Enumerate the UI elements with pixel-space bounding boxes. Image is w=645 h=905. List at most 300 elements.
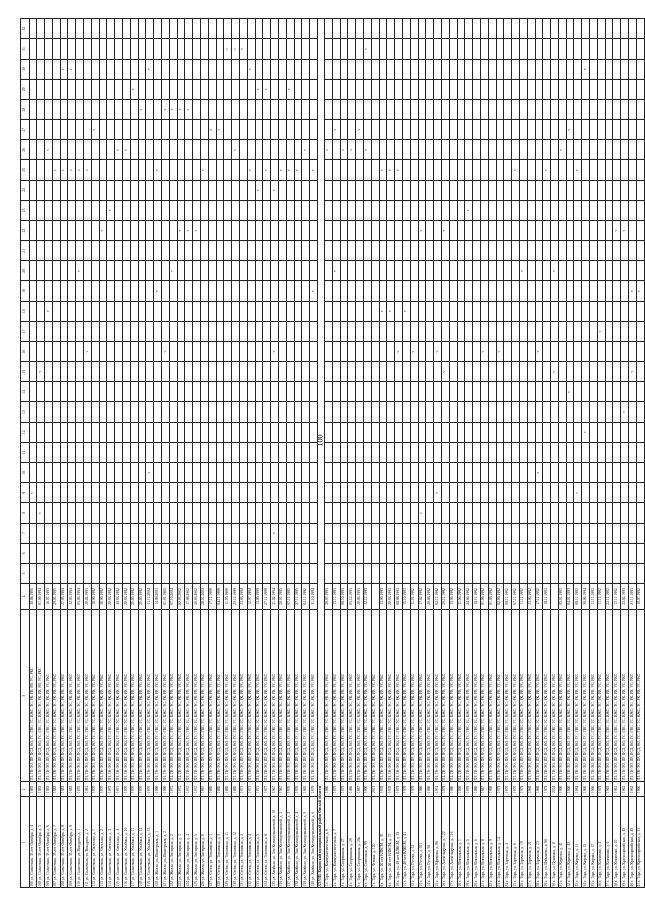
flag-cell [449, 99, 457, 119]
flag-cell [613, 422, 621, 442]
flag-cell [310, 301, 318, 321]
flag-cell [348, 261, 356, 281]
flag-cell [621, 362, 629, 382]
flag-cell [356, 341, 364, 361]
header-flag-col: 17 [21, 321, 30, 341]
flag-cell [621, 503, 629, 523]
header-flag-col: 28 [21, 99, 30, 119]
flag-cell [465, 382, 473, 402]
flag-cell [324, 503, 332, 523]
flag-cell [402, 543, 410, 563]
flag-cell [371, 79, 379, 99]
address-cell [263, 797, 271, 888]
table-row [177, 19, 185, 888]
flag-cell [45, 261, 53, 281]
flag-cell [193, 301, 201, 321]
flag-cell [590, 422, 598, 442]
flag-cell [324, 402, 332, 422]
flag-cell [363, 200, 371, 220]
flag-cell [473, 79, 481, 99]
flag-cell [621, 483, 629, 503]
flag-cell [527, 563, 535, 583]
flag-cell [240, 442, 248, 462]
flag-cell [558, 180, 566, 200]
flag-cell [201, 362, 209, 382]
year-cell: 1980 [154, 782, 162, 797]
flag-cell [543, 563, 551, 583]
flag-cell [558, 483, 566, 503]
table-section-a [29, 19, 317, 888]
flag-cell [379, 140, 387, 160]
address-cell [449, 797, 457, 888]
flag-cell [434, 180, 442, 200]
flag-cell [310, 180, 318, 200]
flag-cell [504, 281, 512, 301]
flag-cell [271, 200, 279, 220]
flag-cell [449, 422, 457, 442]
flag-cell [527, 301, 535, 321]
flag-cell [535, 200, 543, 220]
flag-cell [480, 79, 488, 99]
flag-cell: v [441, 362, 449, 382]
flag-cell [449, 483, 457, 503]
flag-cell [286, 402, 294, 422]
flag-cell [527, 422, 535, 442]
flag-cell [457, 241, 465, 261]
flag-cell [636, 402, 644, 422]
address-text: г. Тара, ул. Кирова, д. 17 [590, 843, 595, 882]
flag-cell [84, 543, 92, 563]
flag-cell [613, 180, 621, 200]
address-cell [146, 797, 154, 888]
flag-cell [402, 382, 410, 402]
flag-cell [512, 503, 520, 523]
flag-cell [130, 200, 138, 220]
year-cell: 1980 [216, 782, 224, 797]
flag-cell [410, 59, 418, 79]
flag-cell [340, 160, 348, 180]
date-cell: 04.01.1993 [566, 584, 574, 610]
flag-cell [193, 99, 201, 119]
year-cell: 1979 [441, 782, 449, 797]
flag-cell [216, 241, 224, 261]
flag-cell [185, 483, 193, 503]
flag-cell [402, 281, 410, 301]
date-cell: 08.08.1993 [395, 584, 403, 610]
flag-cell [636, 39, 644, 59]
flag-cell [169, 180, 177, 200]
flag-cell [29, 39, 37, 59]
flag-cell [605, 523, 613, 543]
address-cell [286, 797, 294, 888]
flag-cell [441, 59, 449, 79]
flag-cell [340, 543, 348, 563]
flag-cell [629, 261, 637, 281]
works-list-cell: ТП, ТК-ЭО, ПР, ПСД, ВО, ГС, ГВС, ТС, КЖС, ЭС, РК, РВ, УС, РКС [107, 609, 115, 781]
flag-cell [68, 79, 76, 99]
flag-cell [488, 543, 496, 563]
flag-cell [597, 220, 605, 240]
flag-cell [185, 200, 193, 220]
address-cell [504, 797, 512, 888]
date-cell: 25.05.1992 [138, 584, 146, 610]
flag-cell [332, 543, 340, 563]
flag-cell [224, 422, 232, 442]
row-number: 23 [496, 882, 501, 887]
flag-cell [169, 503, 177, 523]
flag-cell [324, 523, 332, 543]
flag-cell [60, 341, 68, 361]
flag-cell [543, 503, 551, 523]
flag-cell [232, 442, 240, 462]
flag-cell [294, 19, 302, 39]
flag-cell: v [37, 503, 45, 523]
flag-cell: v [402, 301, 410, 321]
flag-cell [371, 301, 379, 321]
flag-cell [473, 220, 481, 240]
flag-cell [465, 422, 473, 442]
flag-cell [558, 503, 566, 523]
flag-cell [629, 59, 637, 79]
flag-cell: v [185, 220, 193, 240]
flag-cell [201, 120, 209, 140]
table-row [457, 19, 465, 888]
flag-cell [240, 160, 248, 180]
flag-cell [402, 563, 410, 583]
flag-cell [68, 563, 76, 583]
address-text: ул. Солнечная, ул. Светлана, д. 2 [100, 829, 105, 881]
flag-cell [37, 39, 45, 59]
flag-cell [52, 442, 60, 462]
flag-cell [402, 321, 410, 341]
flag-cell [224, 543, 232, 563]
flag-cell [348, 301, 356, 321]
address-text: г. Тара, ул. Гусева, д. 56 [426, 844, 431, 882]
flag-cell [138, 402, 146, 422]
flag-cell [263, 180, 271, 200]
flag-cell [590, 382, 598, 402]
flag-cell [395, 120, 403, 140]
flag-cell [185, 160, 193, 180]
flag-cell [543, 463, 551, 483]
row-number: 41 [637, 882, 642, 887]
flag-cell [177, 39, 185, 59]
flag-cell [99, 261, 107, 281]
flag-cell [504, 180, 512, 200]
works-list-cell: ТП, ТК-ЭО, ПР, ПСД, ВО, ГС, ГВС, ТС, КЖС, ЭС, РК, РВ, УС, РКС [45, 609, 53, 781]
flag-cell [60, 442, 68, 462]
flag-cell [52, 321, 60, 341]
flag-cell [590, 341, 598, 361]
works-list-cell: ТП, ТК-ЭО, ПР, ПСД, ВО, ГС, ГВС, ТС, КЖС, ЭС, РК, РВ, УС, РКС [286, 609, 294, 781]
works-list-cell: ТП, ТК-ЭО, ПР, ПСД, ВО, ГС, ГВС, ТС, КЖС, ЭС, РК, РВ, УС, РКС [597, 609, 605, 781]
flag-cell [302, 200, 310, 220]
flag-cell [379, 341, 387, 361]
flag-cell [590, 281, 598, 301]
flag-cell [91, 281, 99, 301]
flag-cell [224, 382, 232, 402]
flag-cell [310, 99, 318, 119]
flag-cell [434, 382, 442, 402]
flag-cell [247, 79, 255, 99]
address-cell [480, 797, 488, 888]
flag-cell [457, 281, 465, 301]
year-cell: 1990 [457, 782, 465, 797]
flag-cell [636, 19, 644, 39]
flag-cell [302, 402, 310, 422]
flag-cell [37, 99, 45, 119]
flag-cell [130, 281, 138, 301]
flag-cell [558, 261, 566, 281]
flag-cell [91, 402, 99, 422]
flag-cell [224, 321, 232, 341]
flag-cell [426, 99, 434, 119]
flag-cell [201, 503, 209, 523]
flag-cell: v [271, 180, 279, 200]
flag-cell [441, 382, 449, 402]
flag-cell [402, 241, 410, 261]
year-cell: 1961 [613, 782, 621, 797]
flag-cell [418, 402, 426, 422]
flag-cell [324, 241, 332, 261]
table-row [310, 19, 318, 888]
flag-cell [240, 483, 248, 503]
flag-cell [356, 19, 364, 39]
flag-cell [107, 261, 115, 281]
flag-cell [302, 503, 310, 523]
flag-cell [99, 402, 107, 422]
flag-cell [418, 382, 426, 402]
flag-cell [60, 321, 68, 341]
year-cell: 1979 [410, 782, 418, 797]
flag-cell: v [286, 79, 294, 99]
table-row [504, 19, 512, 888]
flag-cell [130, 261, 138, 281]
flag-cell [324, 483, 332, 503]
flag-cell [324, 321, 332, 341]
flag-cell [457, 563, 465, 583]
flag-cell [154, 422, 162, 442]
flag-cell [76, 382, 84, 402]
flag-cell [154, 382, 162, 402]
year-cell: 1971 [247, 782, 255, 797]
flag-cell: v [395, 341, 403, 361]
flag-cell [480, 120, 488, 140]
section-title: XXVIII. Кировский муниципальный район Омской области [317, 19, 324, 888]
flag-cell [115, 261, 123, 281]
table-row [371, 19, 379, 888]
flag-cell [193, 39, 201, 59]
flag-cell [263, 120, 271, 140]
flag-cell [68, 19, 76, 39]
flag-cell [441, 563, 449, 583]
flag-cell: v [247, 160, 255, 180]
flag-cell [123, 99, 131, 119]
flag-cell [496, 281, 504, 301]
flag-cell: v [395, 160, 403, 180]
row-number: 1 [325, 884, 330, 887]
flag-cell [636, 200, 644, 220]
flag-cell [52, 563, 60, 583]
year-cell: 1967 [271, 782, 279, 797]
year-cell: 1986 [418, 782, 426, 797]
flag-cell [356, 241, 364, 261]
flag-cell [232, 120, 240, 140]
flag-cell [465, 59, 473, 79]
flag-cell [115, 59, 123, 79]
flag-cell [45, 39, 53, 59]
flag-cell [84, 422, 92, 442]
address-text: г. Тара, ул. Клименко, д. 4 [598, 841, 603, 882]
flag-cell [130, 382, 138, 402]
flag-cell [294, 442, 302, 462]
flag-cell [613, 99, 621, 119]
address-text: ул. Хвойная, ул. Зои Космодемьянской, д. 3 [287, 811, 292, 881]
flag-cell [130, 483, 138, 503]
flag-cell [613, 321, 621, 341]
flag-cell [123, 442, 131, 462]
flag-cell [138, 483, 146, 503]
works-list-cell: ТП, ТК-ЭО, ПР, ПСД, ВО, ГС, ГВС, ТС, КЖС, ЭС, РК, РВ, УС, РКС [52, 609, 60, 781]
column-number-row [21, 19, 30, 888]
flag-cell [91, 321, 99, 341]
year-cell: 1979 [395, 782, 403, 797]
flag-cell [99, 422, 107, 442]
flag-cell: v [208, 120, 216, 140]
table-row [123, 19, 131, 888]
flag-cell [216, 463, 224, 483]
flag-cell [363, 79, 371, 99]
table-row [363, 19, 371, 888]
flag-cell: v [332, 261, 340, 281]
flag-cell [480, 281, 488, 301]
flag-cell [426, 160, 434, 180]
flag-cell: v [636, 281, 644, 301]
works-list-cell: ТП, ТК-ЭО, ПР, ПСД, ВО, ГС, ГВС, ТС, КЖС, ЭС, РК, РВ, УС, РКС [558, 609, 566, 781]
flag-cell [480, 563, 488, 583]
works-list-cell: ТП, ТК-ЭО, ПР, ПСД, ВО, ГС, ГВС, ТС, КЖС, ЭС, РК, РВ, УС, РКС [574, 609, 582, 781]
flag-cell [418, 281, 426, 301]
date-cell: 07.11.1995 [286, 584, 294, 610]
flag-cell [310, 19, 318, 39]
flag-cell [232, 543, 240, 563]
flag-cell [597, 120, 605, 140]
year-cell: 2014 [551, 782, 559, 797]
address-cell [201, 797, 209, 888]
flag-cell [543, 200, 551, 220]
flag-cell [99, 463, 107, 483]
address-text: ул. Жилая, ул. Пионерская, д. 2 [162, 831, 167, 881]
flag-cell [363, 261, 371, 281]
flag-cell [302, 19, 310, 39]
flag-cell [527, 200, 535, 220]
flag-cell [208, 281, 216, 301]
date-cell: 17.02.1992 [418, 584, 426, 610]
flag-cell [410, 422, 418, 442]
header-flag-col: 11 [21, 442, 30, 462]
flag-cell [558, 79, 566, 99]
works-list-cell: ТП, ТК-ЭО, ПР, ПСД, ВО, ГС, ГВС, ТС, КЖС, ЭС, РК, РВ, УС, РКС [193, 609, 201, 781]
year-cell: 1975 [332, 782, 340, 797]
flag-cell [636, 483, 644, 503]
flag-cell [45, 99, 53, 119]
flag-cell [123, 261, 131, 281]
flag-cell [45, 523, 53, 543]
header-flag-col: 6 [21, 543, 30, 563]
row-number: 117 [131, 881, 136, 887]
flag-cell [208, 19, 216, 39]
flag-cell [519, 523, 527, 543]
flag-cell [504, 79, 512, 99]
flag-cell [177, 563, 185, 583]
flag-cell [169, 382, 177, 402]
flag-cell [294, 483, 302, 503]
date-cell: 05.01.1993 [558, 584, 566, 610]
flag-cell [480, 422, 488, 442]
flag-cell [107, 241, 115, 261]
flag-cell [418, 79, 426, 99]
address-cell [582, 797, 590, 888]
date-cell [551, 584, 559, 610]
flag-cell [146, 442, 154, 462]
flag-cell [247, 19, 255, 39]
table-row [543, 19, 551, 888]
flag-cell [310, 79, 318, 99]
flag-cell [535, 483, 543, 503]
flag-cell [177, 241, 185, 261]
flag-cell [263, 220, 271, 240]
address-text: ул. Хвойная, ул. Зои Космодемьянской, д. 6 [310, 811, 315, 881]
flag-cell [504, 220, 512, 240]
flag-cell [597, 442, 605, 462]
flag-cell [130, 39, 138, 59]
flag-cell [115, 120, 123, 140]
flag-cell [263, 39, 271, 59]
flag-cell [294, 402, 302, 422]
flag-cell [216, 402, 224, 422]
flag-cell [582, 503, 590, 523]
flag-cell [574, 543, 582, 563]
flag-cell [185, 563, 193, 583]
flag-cell [185, 281, 193, 301]
flag-cell [302, 341, 310, 361]
flag-cell [426, 321, 434, 341]
flag-cell [590, 99, 598, 119]
flag-cell: v [465, 200, 473, 220]
flag-cell [37, 301, 45, 321]
flag-cell [574, 341, 582, 361]
year-cell: 1962 [629, 782, 637, 797]
address-cell [597, 797, 605, 888]
address-text: ул. Жилая, ул. Заозерная, д. 5 [193, 834, 198, 881]
address-cell [340, 797, 348, 888]
address-cell [363, 797, 371, 888]
header-flag-col: 22 [21, 220, 30, 240]
flag-cell: v [363, 140, 371, 160]
flag-cell [123, 120, 131, 140]
flag-cell [107, 543, 115, 563]
flag-cell [279, 463, 287, 483]
works-list-cell: ТП, ТК-ЭО, ПР, ПСД, ВО, ГС, ГВС, ТС, КЖС, ЭС, РК, РВ, УС, РКС [441, 609, 449, 781]
flag-cell [441, 523, 449, 543]
works-list-cell: ТП, ТК-ЭО, ПР, ПСД, ВО, ГС, ГВС, ТС, КЖС, ЭС, РК, РВ, УС, РКС [68, 609, 76, 781]
address-text: г. Тара, ул. Спортивная, д. 27 [341, 838, 346, 884]
flag-cell [519, 140, 527, 160]
flag-cell [279, 79, 287, 99]
flag-cell: v [271, 523, 279, 543]
flag-cell [488, 382, 496, 402]
flag-cell [426, 422, 434, 442]
